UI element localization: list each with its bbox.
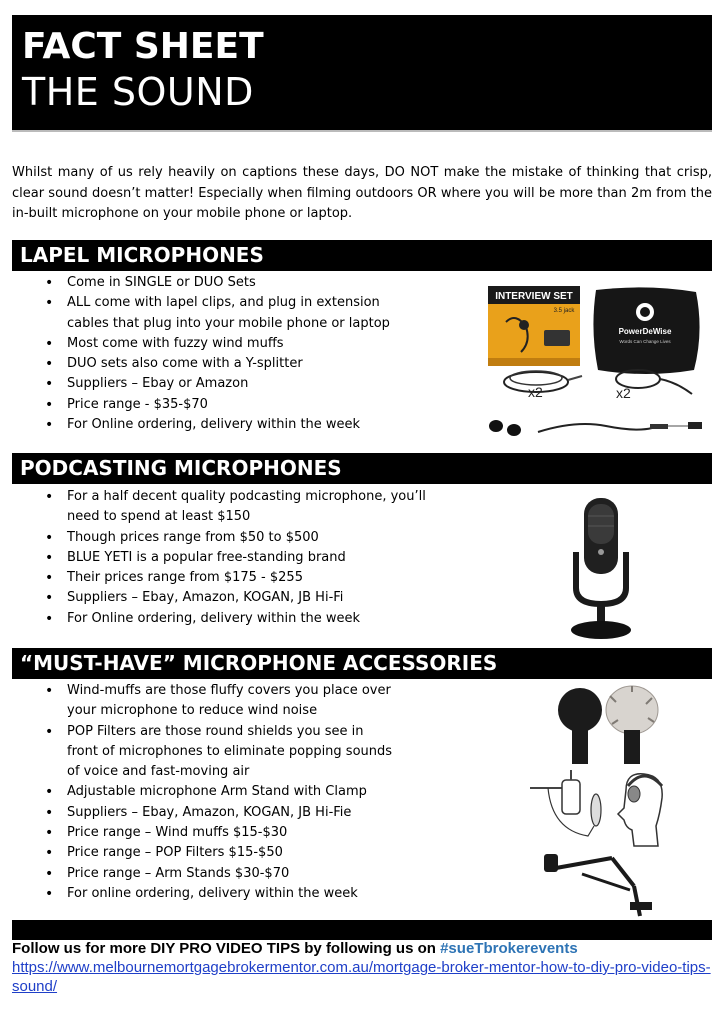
- footer: [12, 940, 717, 996]
- list-item: • Price range – Arm Stands $30-$70: [12, 864, 397, 884]
- list-item: • Price range – POP Filters $15-$50: [12, 843, 397, 863]
- pop-filter-image: [528, 770, 668, 848]
- list-item: • Though prices range from $50 to $500: [12, 528, 452, 548]
- wind-muffs-image: [552, 684, 664, 766]
- list-item: • ALL come with lapel clips, and plug in extension cables that plug into your mobile phone or laptop: [12, 293, 402, 334]
- list-item: • Suppliers – Ebay, Amazon, KOGAN, JB Hi-Fi: [12, 588, 452, 608]
- list-item: • For a half decent quality podcasting microphone, you’ll need to spend at least $150: [12, 487, 452, 528]
- list-item: • Suppliers – Ebay, Amazon, KOGAN, JB Hi-Fie: [12, 803, 397, 823]
- footer-divider-bar: [12, 920, 712, 940]
- list-item: • POP Filters are those round shields you see in front of microphones to eliminate popping sounds of voice and fast-moving air: [12, 722, 397, 783]
- list-item: • Suppliers – Ebay or Amazon: [12, 374, 402, 394]
- page-title: FACT SHEET: [22, 26, 264, 67]
- section-heading-accessories: “MUST-HAVE” MICROPHONE ACCESSORIES: [12, 648, 712, 679]
- follow-text-line: [12, 940, 717, 958]
- podcast-microphone-image: [566, 496, 636, 642]
- list-item: • Price range - $35-$70: [12, 395, 402, 415]
- article-link[interactable]: https://www.melbournemortgagebrokermentor.com.au/mortgage-broker-mentor-how-to-diy-pro-video-tips-sound/: [12, 959, 711, 995]
- intro-paragraph: Whilst many of us rely heavily on captions these days, DO NOT make the mistake of thinking that crisp, clear sound doesn’t matter! Especially when filming outdoors OR where you will be more than 2m from the in-built microphone on your mobile phone or laptop.: [12, 165, 712, 221]
- podcasting-list: [12, 487, 452, 629]
- list-item: • Adjustable microphone Arm Stand with Clamp: [12, 782, 397, 802]
- list-item: • Wind-muffs are those fluffy covers you place over your microphone to reduce wind noise: [12, 681, 397, 722]
- list-item: • For Online ordering, delivery within the week: [12, 609, 452, 629]
- title-block: [12, 15, 712, 132]
- list-item: • Price range – Wind muffs $15-$30: [12, 823, 397, 843]
- page-subtitle: THE SOUND: [22, 70, 254, 114]
- list-item: • Most come with fuzzy wind muffs: [12, 334, 402, 354]
- hashtag-link[interactable]: #sueTbrokerevents: [440, 940, 578, 957]
- quantity-right: x2: [616, 385, 631, 401]
- box-subtitle: 3.5 jack: [553, 308, 575, 314]
- list-item: • For Online ordering, delivery within the week: [12, 415, 402, 435]
- list-item: • For online ordering, delivery within the week: [12, 884, 397, 904]
- follow-text: Follow us for more DIY PRO VIDEO TIPS by following us on: [12, 940, 441, 957]
- section-heading-lapel: LAPEL MICROPHONES: [12, 240, 712, 271]
- accessories-list: [12, 681, 397, 904]
- list-item: • BLUE YETI is a popular free-standing brand: [12, 548, 452, 568]
- box-title: INTERVIEW SET: [495, 291, 573, 302]
- list-item: • DUO sets also come with a Y-splitter: [12, 354, 402, 374]
- lapel-microphone-set-image: [486, 282, 710, 442]
- quantity-left: x2: [528, 384, 543, 400]
- arm-stand-image: [542, 850, 672, 918]
- section-heading-podcasting: PODCASTING MICROPHONES: [12, 453, 712, 484]
- lapel-list: [12, 273, 402, 435]
- list-item: • Their prices range from $175 - $255: [12, 568, 452, 588]
- pouch-tagline: Words Can Change Lives: [619, 339, 671, 344]
- pouch-brand: PowerDeWise: [618, 327, 672, 336]
- list-item: • Come in SINGLE or DUO Sets: [12, 273, 402, 293]
